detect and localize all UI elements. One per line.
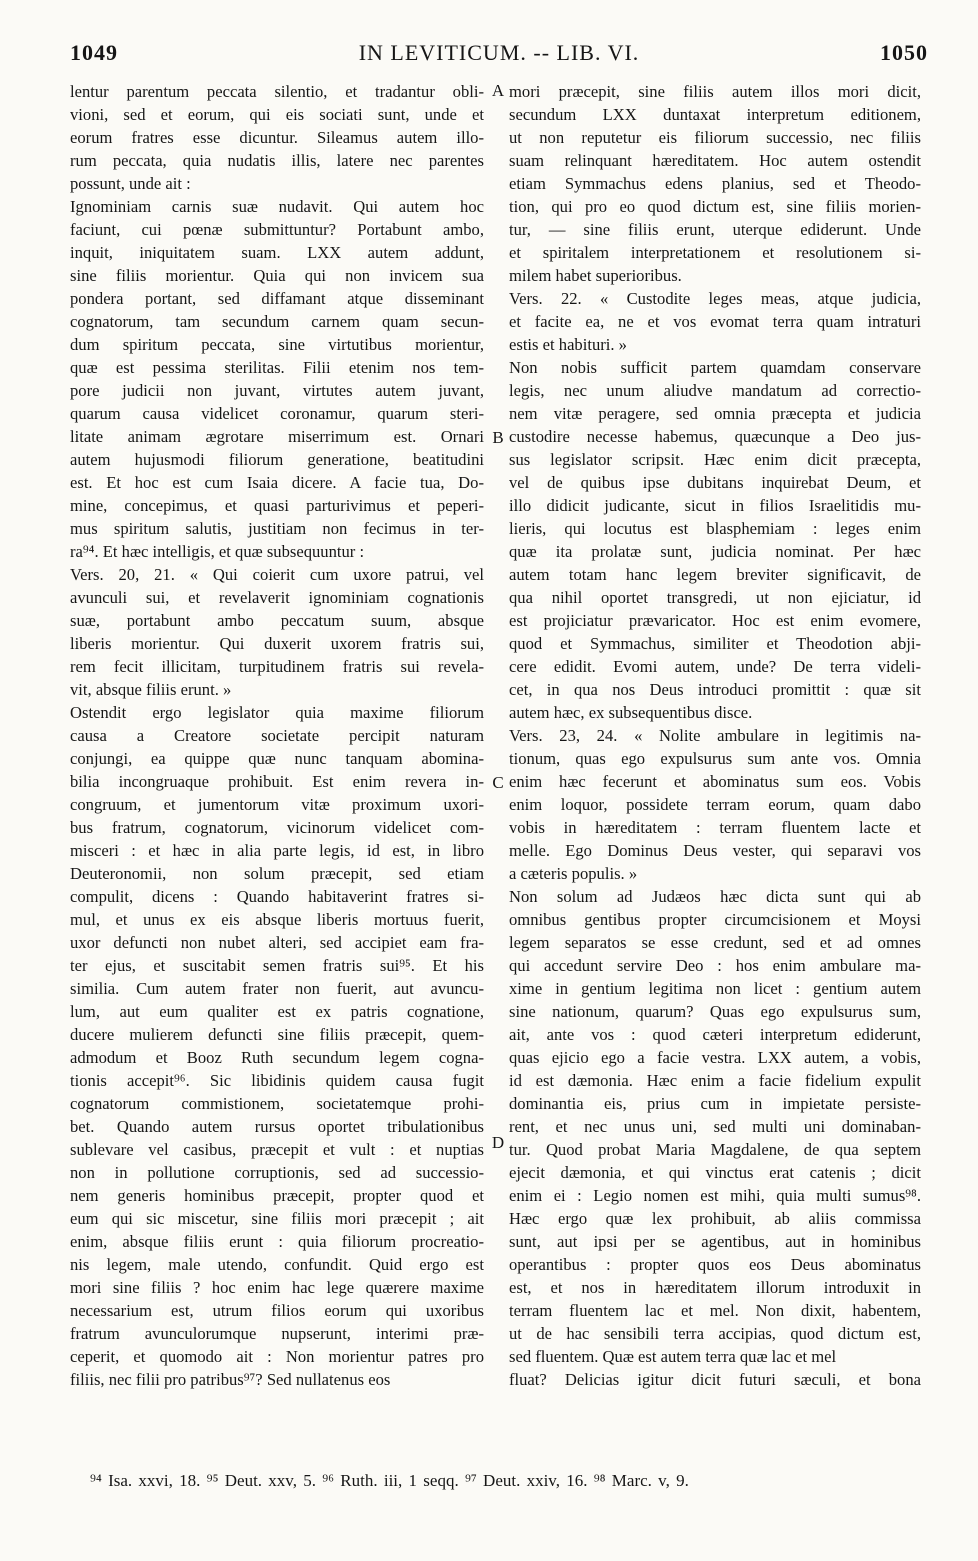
text-line: fluat? Delicias igitur dicit futuri sæculi, et bona: [509, 1370, 921, 1389]
text-line: est, et nos in hæreditatem illorum introduxit in: [509, 1278, 921, 1297]
text-line: milem habet superioribus.: [509, 266, 682, 285]
text-line: operantibus : propter quos eos Deus abominatus: [509, 1255, 921, 1274]
text-line: admodum et Booz Ruth secundum legem cogna-: [70, 1048, 484, 1067]
text-line: enim ei : Legio nomen est mihi, quia multi sumus⁹⁸.: [509, 1186, 921, 1205]
text-line: enim hæc fecerunt et abominatus sum eos. Vobis: [509, 772, 921, 791]
text-line: quarum causa videlicet coronamur, quarum steri-: [70, 404, 484, 423]
text-line: suam relinquant hæreditatem. Hoc autem ostendit: [509, 151, 921, 170]
text-line: ra⁹⁴. Et hæc intelligis, et quæ subsequuntur :: [70, 542, 365, 561]
text-line: ceperit, et quomodo ait : Non morientur patres pro: [70, 1347, 484, 1366]
text-line: ter ejus, et suscitabit semen fratris sui⁹⁵. Et his: [70, 956, 484, 975]
text-line: tionum, quas ego expulsurus sum ante vos. Omnia: [509, 749, 921, 768]
page-number-left: 1049: [70, 40, 118, 65]
margin-marker-b: B: [492, 428, 504, 447]
text-line: sublevare vel casibus, præcepit et vult : et nuptias: [70, 1140, 484, 1159]
text-line: misceri : et hæc in alia parte legis, id est, in libro: [70, 841, 484, 860]
text-line: avunculi sui, et revelaverit ignominiam cognationis: [70, 588, 484, 607]
text-line: bilia incongruaque prohibuit. Est enim revera in-: [70, 772, 484, 791]
text-line: estis et habituri. »: [509, 335, 627, 354]
text-line: a cæteris populis. »: [509, 864, 638, 883]
text-line: mine, concepimus, et quasi parturivimus et peperi-: [70, 496, 484, 515]
text-line: ducere mulierem defuncti sine filiis præcepit, quem-: [70, 1025, 484, 1044]
text-line: vel de quibus ipse dubitans inquirebat Deum, et: [509, 473, 921, 492]
text-line: congruum, et jumentorum vitæ proximum uxori-: [70, 795, 484, 814]
footnotes: ⁹⁴ Isa. xxvi, 18. ⁹⁵ Deut. xxv, 5. ⁹⁶ Ruth. iii, 1 seqq. ⁹⁷ Deut. xxiv, 16. ⁹⁸ Marc. v, 9.: [90, 1471, 689, 1490]
text-line: dum spiritum peccata, sine virtutibus morientur,: [70, 335, 484, 354]
text-line: ut de hac sensibili terra accipias, quod dictum est,: [509, 1324, 921, 1343]
text-line: cognatorum, tam secundum carnem quam secun-: [70, 312, 484, 331]
text-line: Ignominiam carnis suæ nudavit. Qui autem hoc: [70, 197, 484, 216]
text-line: quæ ita prolatæ sunt, judicia nominat. Per hæc: [509, 542, 921, 561]
text-line: necessarium est, utrum filios eorum qui uxoribus: [70, 1301, 484, 1320]
text-line: omnibus gentibus propter circumcisionem et Moysi: [509, 910, 921, 929]
text-line: Ostendit ergo legislator quia maxime filiorum: [70, 703, 484, 722]
text-line: mori præcepit, sine filiis autem illos mori dicit,: [509, 82, 921, 101]
text-line: sine filiis morientur. Quia qui non invicem sua: [70, 266, 484, 285]
text-line: ejecit dæmonia, et qui vinctus erat catenis ; dicit: [509, 1163, 921, 1182]
text-line: lentur parentum peccata silentio, et tradantur obli-: [70, 82, 484, 101]
text-line: liberis morientur. Qui duxerit uxorem fratris sui,: [70, 634, 484, 653]
text-line: autem hæc, ex subsequentibus disce.: [509, 703, 753, 722]
text-line: Vers. 23, 24. « Nolite ambulare in legitimis na-: [509, 726, 921, 745]
text-line: et spiritalem interpretationem et resolutionem si-: [509, 243, 921, 262]
right-text-column: [509, 80, 921, 1391]
text-line: enim, absque filiis erunt : quia filiorum procreatio-: [70, 1232, 484, 1251]
text-line: illo didicit judicante, sicut in filios Israelitidis mu-: [509, 496, 921, 515]
text-line: Hæc ergo quæ lex prohibuit, ab aliis commissa: [509, 1209, 921, 1228]
running-title: IN LEVITICUM. -- LIB. VI.: [358, 40, 640, 65]
page-header: [70, 40, 928, 74]
text-line: eorum fratres esse dicuntur. Sileamus autem illo-: [70, 128, 484, 147]
text-line: quod et Symmachus, similiter et Theodotion abji-: [509, 634, 921, 653]
text-line: vit, absque filiis erunt. »: [70, 680, 232, 699]
text-line: sus legislator scripsit. Hæc enim dicit præcepta,: [509, 450, 921, 469]
text-line: fratrum avunculorumque nupserunt, interimi præ-: [70, 1324, 484, 1343]
text-line: mus spiritum salutis, justitiam non fecimus in ter-: [70, 519, 484, 538]
text-line: secundum LXX duntaxat interpretum editionem,: [509, 105, 921, 124]
text-line: inquit, iniquitatem suam. LXX autem addunt,: [70, 243, 484, 262]
text-line: possunt, unde ait :: [70, 174, 191, 193]
text-line: xime in gentium legitima non licet : gentium autem: [509, 979, 921, 998]
text-line: pondera portant, sed diffamant atque disseminant: [70, 289, 484, 308]
text-line: bus fratrum, cognatorum, vicinorum videlicet com-: [70, 818, 484, 837]
text-line: tur. Quod probat Maria Magdalene, de qua septem: [509, 1140, 921, 1159]
margin-marker-d: D: [491, 1133, 505, 1152]
text-line: vobis in hæreditatem : terram fluentem lacte et: [509, 818, 921, 837]
text-line: Vers. 22. « Custodite leges meas, atque judicia,: [509, 289, 921, 308]
text-line: autem totam hanc legem breviter significavit, de: [509, 565, 921, 584]
text-line: rent, et nec unus uni, sed multi uni dominaban-: [509, 1117, 921, 1136]
text-line: rem fecit illicitam, turpitudinem fratris sui revela-: [70, 657, 484, 676]
text-line: sed fluentem. Quæ est autem terra quæ lac et mel: [509, 1347, 837, 1366]
text-line: nem vitæ peragere, sed omnia præcepta et judicia: [509, 404, 921, 423]
text-line: suæ, portabunt ambo peccatum suum, absque: [70, 611, 484, 630]
text-line: dominantia eis, prius cum in impietate persiste-: [509, 1094, 921, 1113]
text-line: conjungi, ea quippe quæ nunc tanquam abomina-: [70, 749, 484, 768]
text-line: tion, qui pro eo quod dictum est, sine filiis morien-: [509, 197, 921, 216]
text-line: rum peccata, quia nudatis illis, latere nec parentes: [70, 151, 484, 170]
text-line: cet, in qua nos Deus introduci promittit : quæ sit: [509, 680, 921, 699]
text-line: litate animam ægrotare miserrimum est. Ornari: [70, 427, 484, 446]
text-line: id est dæmonia. Hæc enim a facie fidelium expulit: [509, 1071, 921, 1090]
text-line: lieris, qui locutus est blasphemiam : leges enim: [509, 519, 921, 538]
text-line: custodire necesse habemus, quæcunque a Deo jus-: [509, 427, 921, 446]
text-line: legis, nec unum aliudve mandatum ad correctio-: [509, 381, 921, 400]
text-line: et facite ea, ne et vos evomat terra quam intraturi: [509, 312, 921, 331]
margin-marker-c: C: [492, 773, 504, 792]
text-line: ut non reputetur eis filiorum successio, nec filiis: [509, 128, 921, 147]
text-line: mori sine filiis ? hoc enim hac lege quærere maxime: [70, 1278, 484, 1297]
text-line: tionis accepit⁹⁶. Sic libidinis quidem causa fugit: [70, 1071, 484, 1090]
text-line: similia. Cum autem frater non fuerit, aut avuncu-: [70, 979, 484, 998]
text-line: qui accedunt servire Deo : hos enim ambulare ma-: [509, 956, 921, 975]
text-line: qua nihil oportet transgredi, ut non ejiciatur, id: [509, 588, 921, 607]
text-line: mul, et unus ex eis absque liberis mortuus fuerit,: [70, 910, 484, 929]
text-line: faciunt, cui pœnæ submittuntur? Portabunt ambo,: [70, 220, 484, 239]
text-line: autem hujusmodi filiorum generatione, beatitudini: [70, 450, 484, 469]
page-number-right: 1050: [880, 40, 928, 65]
text-line: melle. Ego Dominus Deus vester, qui separavi vos: [509, 841, 921, 860]
margin-marker-a: A: [491, 81, 505, 100]
text-line: Non nobis sufficit partem quamdam conservare: [509, 358, 921, 377]
text-line: cognatorum commistionem, societatemque prohi-: [70, 1094, 484, 1113]
text-line: legem separatos se esse credunt, sed et ad omnes: [509, 933, 921, 952]
text-line: vioni, sed et eorum, qui eis sociati sunt, unde et: [70, 105, 484, 124]
text-line: pore judicii non juvant, virtutes autem juvant,: [70, 381, 484, 400]
text-line: etiam Symmachus edens planius, sed et Theodo-: [509, 174, 921, 193]
text-line: est. Et hoc est cum Isaia dicere. A facie tua, Do-: [70, 473, 484, 492]
text-line: lum, aut eum qualiter est ex patris cognatione,: [70, 1002, 484, 1021]
text-line: cere edidit. Evomi autem, unde? De terra videli-: [509, 657, 921, 676]
text-line: filiis, nec filii pro patribus⁹⁷? Sed nullatenus eos: [70, 1370, 391, 1389]
text-line: nem generis hominibus præcepit, propter quod et: [70, 1186, 484, 1205]
text-line: enim loquor, possidete terram eorum, quam dabo: [509, 795, 921, 814]
text-line: nis legem, male utendo, confundit. Quid ergo est: [70, 1255, 484, 1274]
text-line: bet. Quando autem rursus oportet tribulationibus: [70, 1117, 484, 1136]
text-line: eum qui sic miscetur, sine filiis mori præcepit ; ait: [70, 1209, 484, 1228]
text-line: Non solum ad Judæos hæc dicta sunt qui ab: [509, 887, 921, 906]
text-line: ait, ante vos : quod cæteri interpretum ediderunt,: [509, 1025, 921, 1044]
text-line: non in pollutione corruptionis, sed ad successio-: [70, 1163, 484, 1182]
text-line: Deuteronomii, non solum præcepit, sed etiam: [70, 864, 484, 883]
text-line: quas ejicio ego a facie vestra. LXX autem, a vobis,: [509, 1048, 921, 1067]
text-line: uxor defuncti non nubet alteri, sed accipiet eam fra-: [70, 933, 484, 952]
text-line: sine nationum, quarum? Quas ego expulsurus sum,: [509, 1002, 921, 1021]
text-line: Vers. 20, 21. « Qui coierit cum uxore patrui, vel: [70, 565, 484, 584]
text-line: tur, — sine filiis erunt, uterque ediderunt. Unde: [509, 220, 921, 239]
text-line: terram fluentem lac et mel. Non dixit, habentem,: [509, 1301, 921, 1320]
text-line: sunt, aut ipsi per se agentibus, aut in hominibus: [509, 1232, 921, 1251]
text-line: causa a Creatore societate percipit naturam: [70, 726, 484, 745]
text-line: compulit, dicens : Quando habitaverint fratres si-: [70, 887, 484, 906]
left-text-column: [70, 80, 484, 1391]
text-line: quæ est pessima sterilitas. Filii etenim nos tem-: [70, 358, 484, 377]
text-line: est projiciatur prævaricator. Hoc est enim evomere,: [509, 611, 921, 630]
